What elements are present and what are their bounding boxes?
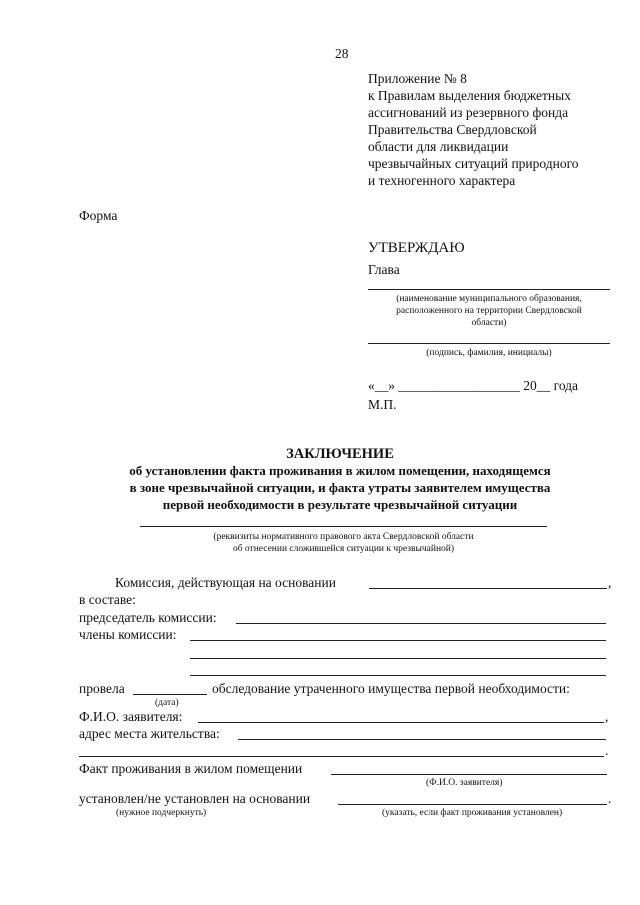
- caption-line: (наименование муниципального образования,: [396, 294, 582, 304]
- subtitle-line: об установлении факта проживания в жилом помещении, находящемся: [129, 463, 551, 478]
- date-year: 20__ года: [523, 378, 579, 393]
- form-label: Форма: [79, 208, 118, 223]
- address-field-2[interactable]: [79, 756, 604, 757]
- chairman-label: председатель комиссии:: [79, 610, 217, 625]
- act-caption: [140, 531, 547, 555]
- approval-name-line: [368, 289, 610, 290]
- survey-date-field[interactable]: [133, 694, 207, 695]
- approval-head: Глава: [368, 262, 400, 277]
- applicant-name-caption: (Ф.И.О. заявителя): [426, 778, 503, 788]
- doc-subtitle: [60, 462, 620, 513]
- underline-caption: (нужное подчеркнуть): [116, 808, 207, 818]
- approval-name-caption: [368, 293, 610, 329]
- approval-signature-line: [368, 343, 610, 344]
- caption-line: области): [471, 318, 507, 328]
- applicant-comma: ,: [605, 709, 609, 724]
- doc-title: ЗАКЛЮЧЕНИЕ: [286, 446, 394, 462]
- chairman-field[interactable]: [236, 623, 606, 624]
- applicant-field[interactable]: [198, 722, 604, 723]
- seal-label: М.П.: [368, 397, 397, 412]
- subtitle-line: первой необходимости в результате чрезвычайной ситуации: [162, 497, 518, 512]
- appendix-line: к Правилам выделения бюджетных: [368, 88, 571, 103]
- members-field-3[interactable]: [190, 675, 606, 676]
- residence-label: Факт проживания в жилом помещении: [79, 761, 303, 776]
- survey-label: обследование утраченного имущества первой необходимости:: [212, 681, 570, 696]
- appendix-block: [368, 70, 628, 189]
- caption-line: расположенного на территории Свердловской: [396, 306, 582, 316]
- established-dot: .: [608, 791, 612, 806]
- appendix-line: ассигнований из резервного фонда: [368, 105, 569, 120]
- appendix-title: Приложение № 8: [368, 71, 467, 86]
- approval-signature-caption: (подпись, фамилия, инициалы): [426, 348, 552, 358]
- basis-field[interactable]: [338, 804, 607, 805]
- act-line: [140, 526, 547, 527]
- commission-label: Комиссия, действующая на основании: [115, 575, 336, 590]
- date-month: __________________: [398, 378, 520, 393]
- members-label: члены комиссии:: [79, 627, 177, 642]
- commission-comma: ,: [608, 575, 612, 590]
- commission-basis-field[interactable]: [369, 588, 607, 589]
- approval-date: [368, 377, 618, 394]
- subtitle-line: в зоне чрезвычайной ситуации, и факта утраты заявителем имущества: [129, 480, 551, 495]
- date-day: «__»: [368, 378, 395, 393]
- appendix-line: чрезвычайных ситуаций природного: [368, 156, 579, 171]
- appendix-line: Правительства Свердловской: [368, 122, 537, 137]
- composition-label: в составе:: [79, 592, 136, 607]
- basis-caption: (указать, если факт проживания установлен): [382, 808, 563, 818]
- address-field-1[interactable]: [238, 739, 606, 740]
- date-caption: (дата): [155, 698, 179, 708]
- conducted-label: провела: [79, 681, 125, 696]
- appendix-line: и техногенного характера: [368, 173, 516, 188]
- applicant-label: Ф.И.О. заявителя:: [79, 709, 183, 724]
- caption-line: (реквизиты нормативного правового акта Свердловской области: [213, 532, 474, 542]
- caption-line: об отнесении сложившейся ситуации к чрезвычайной): [232, 544, 455, 554]
- page-number: 28: [335, 46, 349, 61]
- address-label: адрес места жительства:: [79, 726, 220, 741]
- established-label: установлен/не установлен на основании: [79, 791, 311, 806]
- appendix-line: области для ликвидации: [368, 139, 509, 154]
- approval-title: УТВЕРЖДАЮ: [368, 240, 465, 256]
- members-field-1[interactable]: [190, 640, 606, 641]
- address-dot: .: [605, 743, 609, 758]
- members-field-2[interactable]: [190, 658, 606, 659]
- residence-field[interactable]: [331, 774, 607, 775]
